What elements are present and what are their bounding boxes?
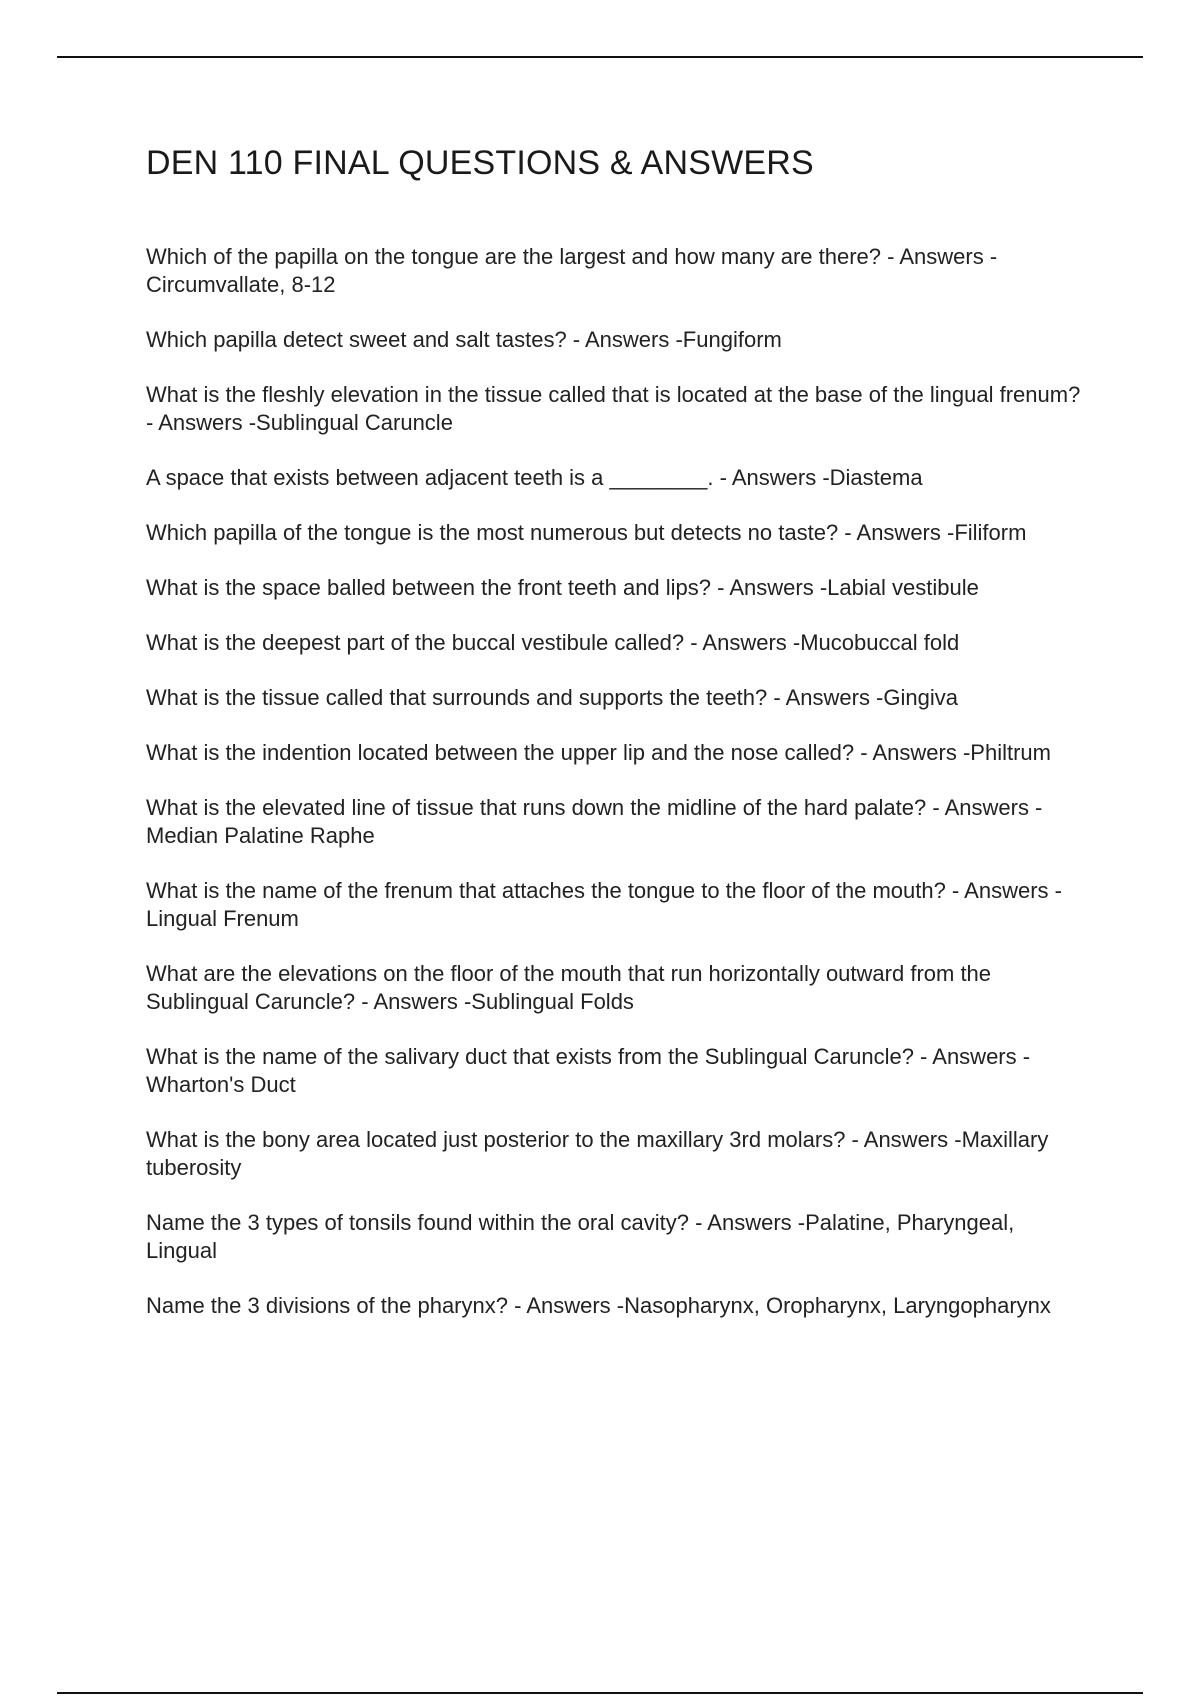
qa-item: What is the tissue called that surrounds and supports the teeth? - Answers -Gingiva (146, 685, 958, 710)
qa-item: Which papilla of the tongue is the most numerous but detects no taste? - Answers -Filiform (146, 520, 1027, 545)
qa-item: What is the bony area located just posterior to the maxillary 3rd molars? - Answers -Maxillary tuberosity (146, 1127, 1049, 1180)
qa-item: Which papilla detect sweet and salt tastes? - Answers -Fungiform (146, 327, 782, 352)
document-title: DEN 110 FINAL QUESTIONS & ANSWERS (146, 144, 814, 182)
qa-item: What is the fleshly elevation in the tissue called that is located at the base of the lingual frenum? - Answers -Sublingual Caruncle (146, 382, 1081, 435)
qa-item: What is the elevated line of tissue that runs down the midline of the hard palate? - Answers -Median Palatine Raphe (146, 795, 1043, 848)
qa-item: Name the 3 types of tonsils found within the oral cavity? - Answers -Palatine, Pharyngeal, Lingual (146, 1210, 1015, 1263)
qa-item: Name the 3 divisions of the pharynx? - Answers -Nasopharynx, Oropharynx, Laryngopharynx (146, 1293, 1051, 1318)
top-divider (57, 56, 1143, 58)
bottom-divider (57, 1692, 1143, 1694)
qa-item: Which of the papilla on the tongue are the largest and how many are there? - Answers -Circumvallate, 8-12 (146, 244, 998, 297)
qa-item: What is the space balled between the front teeth and lips? - Answers -Labial vestibule (146, 575, 979, 600)
qa-item: What are the elevations on the floor of the mouth that run horizontally outward from the Sublingual Caruncle? - Answers -Sublingual Folds (146, 961, 992, 1014)
qa-item: What is the name of the salivary duct that exists from the Sublingual Caruncle? - Answers -Wharton's Duct (146, 1044, 1031, 1097)
qa-item: What is the name of the frenum that attaches the tongue to the floor of the mouth? - Answers -Lingual Frenum (146, 878, 1062, 931)
qa-item: A space that exists between adjacent teeth is a ________. - Answers -Diastema (146, 465, 923, 490)
qa-item: What is the indention located between the upper lip and the nose called? - Answers -Philtrum (146, 740, 1051, 765)
qa-list (146, 243, 1086, 1347)
qa-item: What is the deepest part of the buccal vestibule called? - Answers -Mucobuccal fold (146, 630, 960, 655)
